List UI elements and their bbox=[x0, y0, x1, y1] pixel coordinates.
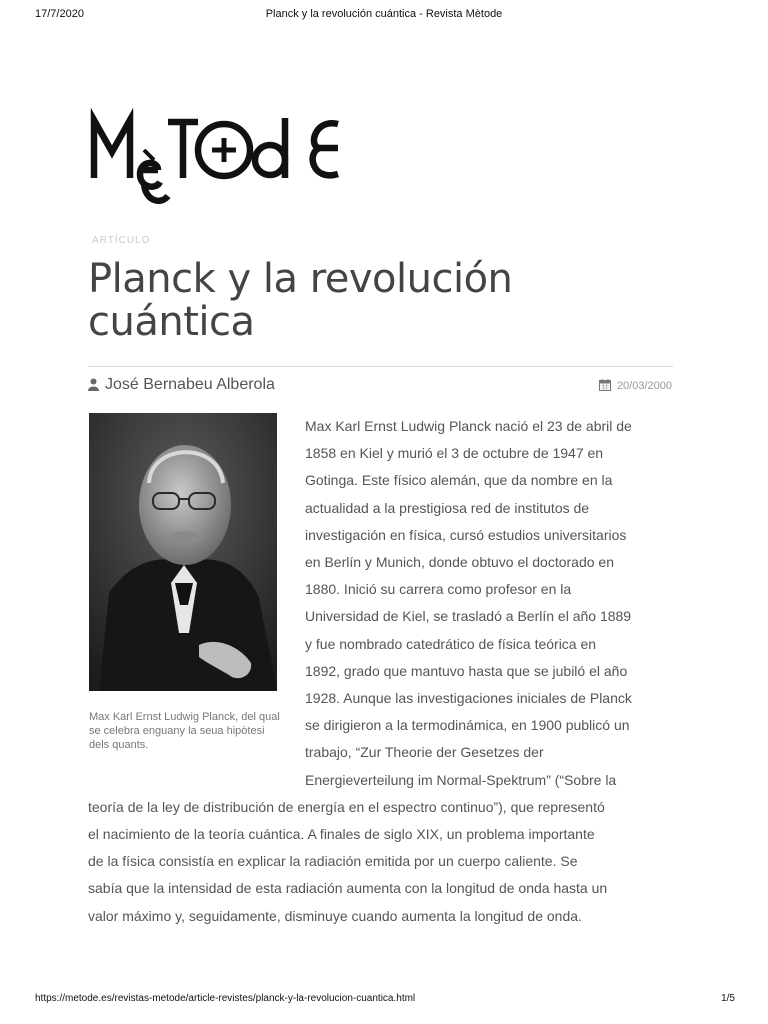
title-line-2: cuántica bbox=[88, 299, 255, 345]
body-line: y fue nombrado catedrático de física teórica en bbox=[305, 635, 597, 652]
body-line: Universidad de Kiel, se trasladó a Berlín el año 1889 bbox=[305, 608, 632, 625]
body-line: valor máximo y, seguidamente, disminuye cuando aumenta la longitud de onda. bbox=[88, 907, 582, 924]
body-line: Gotinga. Este físico alemán, que da nombre en la bbox=[305, 472, 613, 489]
body-line: en Berlín y Munich, donde obtuvo el doctorado en bbox=[305, 554, 614, 570]
article-title bbox=[88, 258, 678, 344]
print-page-title: Planck y la revolución cuántica - Revista Mètode bbox=[265, 8, 503, 20]
page-url[interactable]: https://metode.es/revistas-metode/article-revistes/planck-y-la-revolucion-cuantica.html bbox=[35, 993, 416, 1004]
author-name[interactable]: José Bernabeu Alberola bbox=[105, 376, 275, 393]
body-line: 1880. Inició su carrera como profesor en la bbox=[305, 581, 572, 598]
calendar-icon bbox=[599, 379, 611, 394]
metode-logo[interactable] bbox=[88, 108, 358, 208]
body-line: 1892, grado que mantuvo hasta que se jubiló el año bbox=[305, 662, 628, 679]
body-line: de la física consistía en explicar la radiación emitida por un cuerpo caliente. Se bbox=[88, 853, 578, 870]
title-line-1: Planck y la revolución bbox=[88, 256, 513, 302]
body-line: 1858 en Kiel y murió el 3 de octubre de 1947 en bbox=[305, 445, 604, 462]
body-line: 1928. Aunque las investigaciones iniciales de Planck bbox=[305, 690, 632, 706]
body-line: Energieverteilung im Normal-Spektrum” (“Sobre la bbox=[305, 771, 617, 788]
print-date: 17/7/2020 bbox=[35, 8, 84, 20]
body-line: sabía que la intensidad de esta radiación aumenta con la longitud de onda hasta un bbox=[88, 880, 608, 897]
planck-portrait bbox=[89, 413, 277, 691]
body-line: trabajo, “Zur Theorie der Gesetzes der bbox=[305, 744, 544, 761]
publication-date bbox=[599, 379, 672, 394]
print-header bbox=[0, 8, 768, 24]
author-byline[interactable] bbox=[88, 376, 275, 396]
page-number: 1/5 bbox=[721, 993, 735, 1004]
body-line: el nacimiento de la teoría cuántica. A finales de siglo XIX, un problema importante bbox=[88, 826, 595, 842]
publication-date-text: 20/03/2000 bbox=[616, 380, 672, 392]
article-category: ARTÍCULO bbox=[92, 235, 151, 246]
image-caption: Max Karl Ernst Ludwig Planck, del qual se celebra enguany la seua hipòtesi dels quants. bbox=[89, 711, 280, 751]
title-divider bbox=[88, 366, 673, 367]
body-line: investigación en física, cursó estudios universitarios bbox=[305, 526, 627, 543]
body-line: teoría de la ley de distribución de energía en el espectro continuo”), que representó bbox=[88, 798, 605, 815]
body-line: Max Karl Ernst Ludwig Planck nació el 23 de abril de bbox=[305, 418, 632, 434]
body-line: se dirigieron a la termodinámica, en 1900 publicó un bbox=[305, 717, 630, 734]
user-icon bbox=[88, 378, 99, 396]
body-line: actualidad a la prestigiosa red de institutos de bbox=[305, 499, 590, 516]
